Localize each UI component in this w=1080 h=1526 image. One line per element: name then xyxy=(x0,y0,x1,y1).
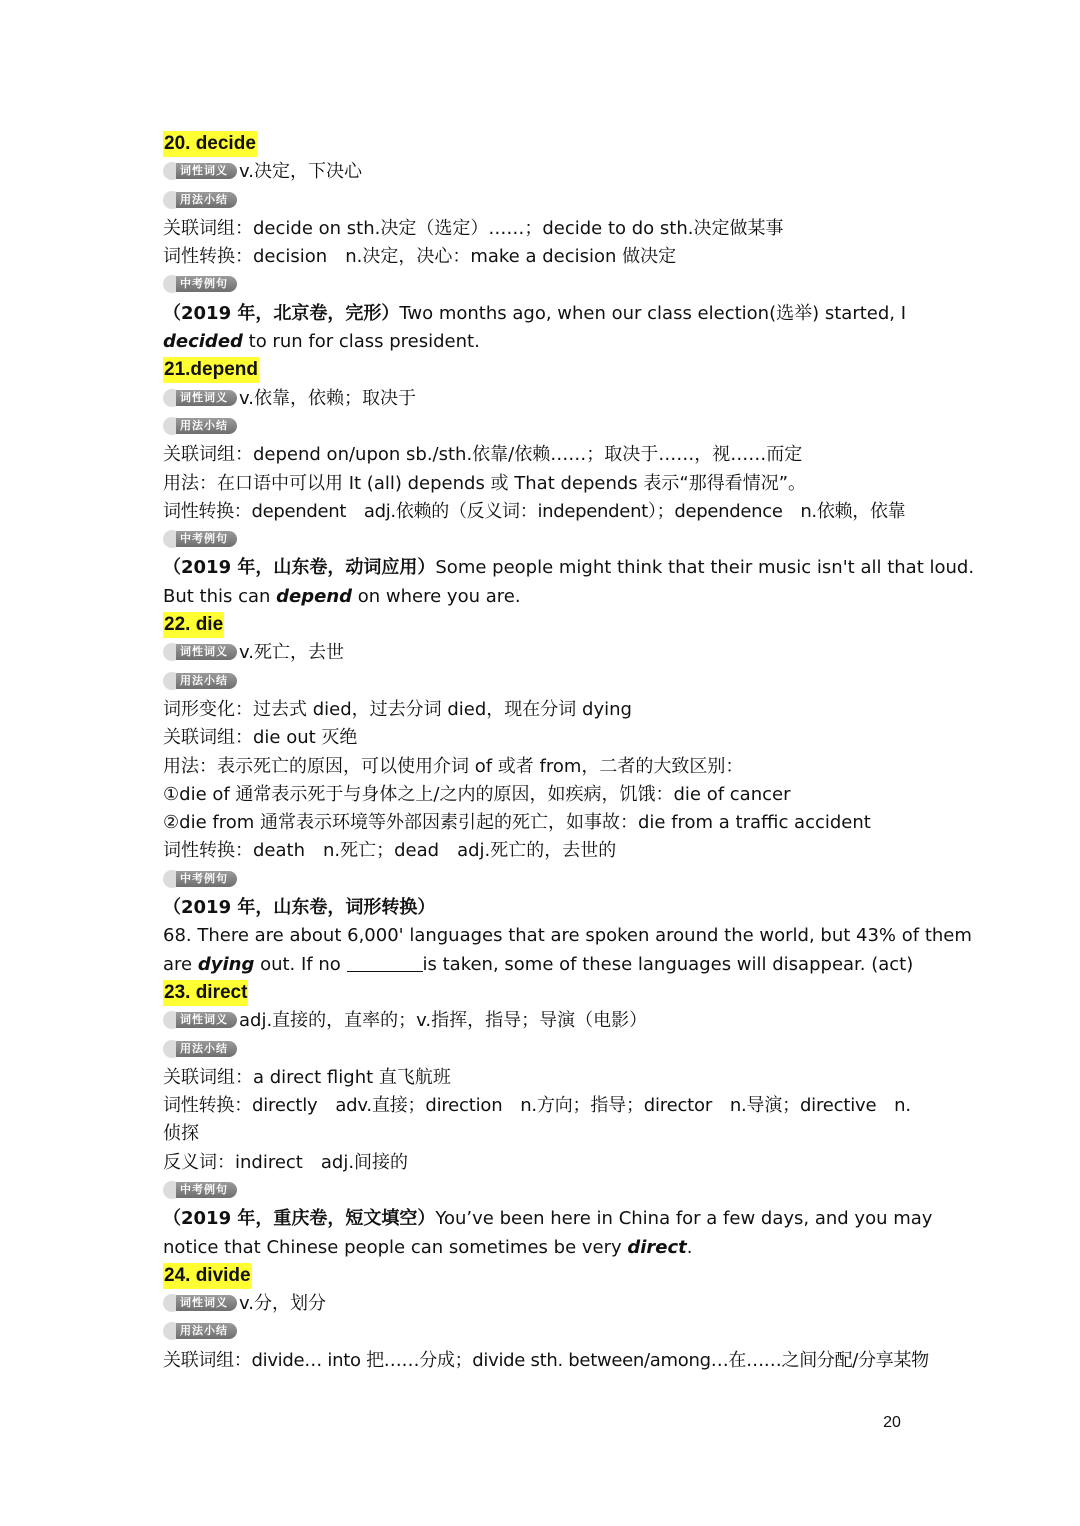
usage-line: ①die of 通常表示死于与身体之上/之内的原因，如疾病，饥饿：die of cancer xyxy=(163,783,791,805)
usage-line: 侦探 xyxy=(163,1123,199,1145)
meaning-line: 词性词义 adj.直接的，直率的；v.指挥，指导；导演（电影） xyxy=(163,1007,923,1035)
cixing-tag-icon: 词性词义 xyxy=(163,1011,237,1029)
cixing-tag-icon: 词性词义 xyxy=(163,162,237,180)
entry-heading: 22. die xyxy=(163,611,923,639)
usage-tag-line xyxy=(163,1036,923,1064)
usage-line: ②die from 通常表示环境等外部因素引起的死亡，如事故：die from a traffic accident xyxy=(163,812,871,834)
meaning-line: 词性词义 v.死亡，去世 xyxy=(163,639,923,667)
example-keyword: direct xyxy=(627,1236,687,1258)
example-line: （2019 年，山东卷，动词应用）Some people might think that their music isn't all that loud. xyxy=(163,557,975,579)
yongfa-tag-icon: 用法小结 xyxy=(163,417,237,435)
cixing-tag-icon: 词性词义 xyxy=(163,1294,237,1312)
meaning-line: 词性词义 v.决定，下决心 xyxy=(163,158,923,186)
cixing-tag-icon: 词性词义 xyxy=(163,643,237,661)
example-line: （2019 年，重庆卷，短文填空）You’ve been here in China for a few days, and you may xyxy=(163,1208,933,1230)
zhongkao-tag-icon: 中考例句 xyxy=(163,275,237,293)
meaning-line: 词性词义 v.分，划分 xyxy=(163,1290,923,1318)
zhongkao-tag-icon: 中考例句 xyxy=(163,870,237,888)
usage-line: 关联词组：divide… into 把……分成；divide sth. between/among…在……之间分配/分享某物 xyxy=(163,1349,929,1371)
example-source: （2019 年，山东卷，词形转换） xyxy=(163,897,436,919)
usage-line: 词性转换：decision n.决定，决心：make a decision 做决定 xyxy=(163,246,677,268)
usage-line: 关联词组：a direct flight 直飞航班 xyxy=(163,1066,451,1088)
fill-blank xyxy=(347,955,423,972)
entry-heading: 20. decide xyxy=(163,130,923,158)
example-line: notice that Chinese people can sometimes be very direct. xyxy=(163,1236,693,1258)
usage-line: 词性转换：dependent adj.依赖的（反义词：independent）；dependence n.依赖，依靠 xyxy=(163,500,906,522)
usage-line: 反义词：indirect adj.间接的 xyxy=(163,1151,409,1173)
example-source: （2019 年，重庆卷，短文填空） xyxy=(163,1208,436,1230)
page-number: 20 xyxy=(883,1414,901,1431)
usage-line: 词性转换：death n.死亡；dead adj.死亡的，去世的 xyxy=(163,840,617,862)
cixing-tag-icon: 词性词义 xyxy=(163,389,237,407)
usage-tag-line xyxy=(163,1318,923,1346)
usage-tag-line xyxy=(163,668,923,696)
entry-heading: 24. divide xyxy=(163,1262,923,1290)
usage-line: 用法：在口语中可以用 It (all) depends 或 That depends 表示“那得看情况”。 xyxy=(163,472,807,494)
vocabulary-content xyxy=(163,130,975,1375)
example-line: decided to run for class president. xyxy=(163,331,480,353)
example-line: 68. There are about 6,000' languages that are spoken around the world, but 43% of them xyxy=(163,925,972,947)
yongfa-tag-icon: 用法小结 xyxy=(163,672,237,690)
yongfa-tag-icon: 用法小结 xyxy=(163,191,237,209)
example-keyword: dying xyxy=(197,953,255,975)
entry-heading: 21.depend xyxy=(163,356,923,384)
example-tag-line xyxy=(163,526,923,554)
usage-line: 词形变化：过去式 died，过去分词 died，现在分词 dying xyxy=(163,698,632,720)
zhongkao-tag-icon: 中考例句 xyxy=(163,530,237,548)
usage-line: 词性转换：directly adv.直接；direction n.方向；指导；director n.导演；directive n. xyxy=(163,1095,911,1117)
example-line: are dying out. If no is taken, some of these languages will disappear. (act) xyxy=(163,953,914,975)
meaning-line: 词性词义 v.依靠，依赖；取决于 xyxy=(163,385,923,413)
example-line: （2019 年，北京卷，完形）Two months ago, when our class election(选举) started, I xyxy=(163,302,907,324)
entry-heading: 23. direct xyxy=(163,979,923,1007)
usage-line: 用法：表示死亡的原因，可以使用介词 of 或者 from，二者的大致区别： xyxy=(163,755,744,777)
example-source: （2019 年，北京卷，完形） xyxy=(163,302,400,324)
zhongkao-tag-icon: 中考例句 xyxy=(163,1181,237,1199)
example-tag-line xyxy=(163,1177,923,1205)
example-line xyxy=(163,894,923,922)
usage-tag-line xyxy=(163,413,923,441)
usage-line: 关联词组：decide on sth.决定（选定）……；decide to do sth.决定做某事 xyxy=(163,217,784,239)
example-tag-line xyxy=(163,271,923,299)
example-tag-line xyxy=(163,866,923,894)
example-line: But this can depend on where you are. xyxy=(163,585,521,607)
yongfa-tag-icon: 用法小结 xyxy=(163,1040,237,1058)
yongfa-tag-icon: 用法小结 xyxy=(163,1322,237,1340)
example-source: （2019 年，山东卷，动词应用） xyxy=(163,557,436,579)
usage-tag-line xyxy=(163,187,923,215)
usage-line: 关联词组：depend on/upon sb./sth.依靠/依赖……；取决于……，视……而定 xyxy=(163,444,803,466)
usage-line: 关联词组：die out 灭绝 xyxy=(163,727,358,749)
example-keyword: decided xyxy=(163,331,243,353)
example-keyword: depend xyxy=(276,585,353,607)
